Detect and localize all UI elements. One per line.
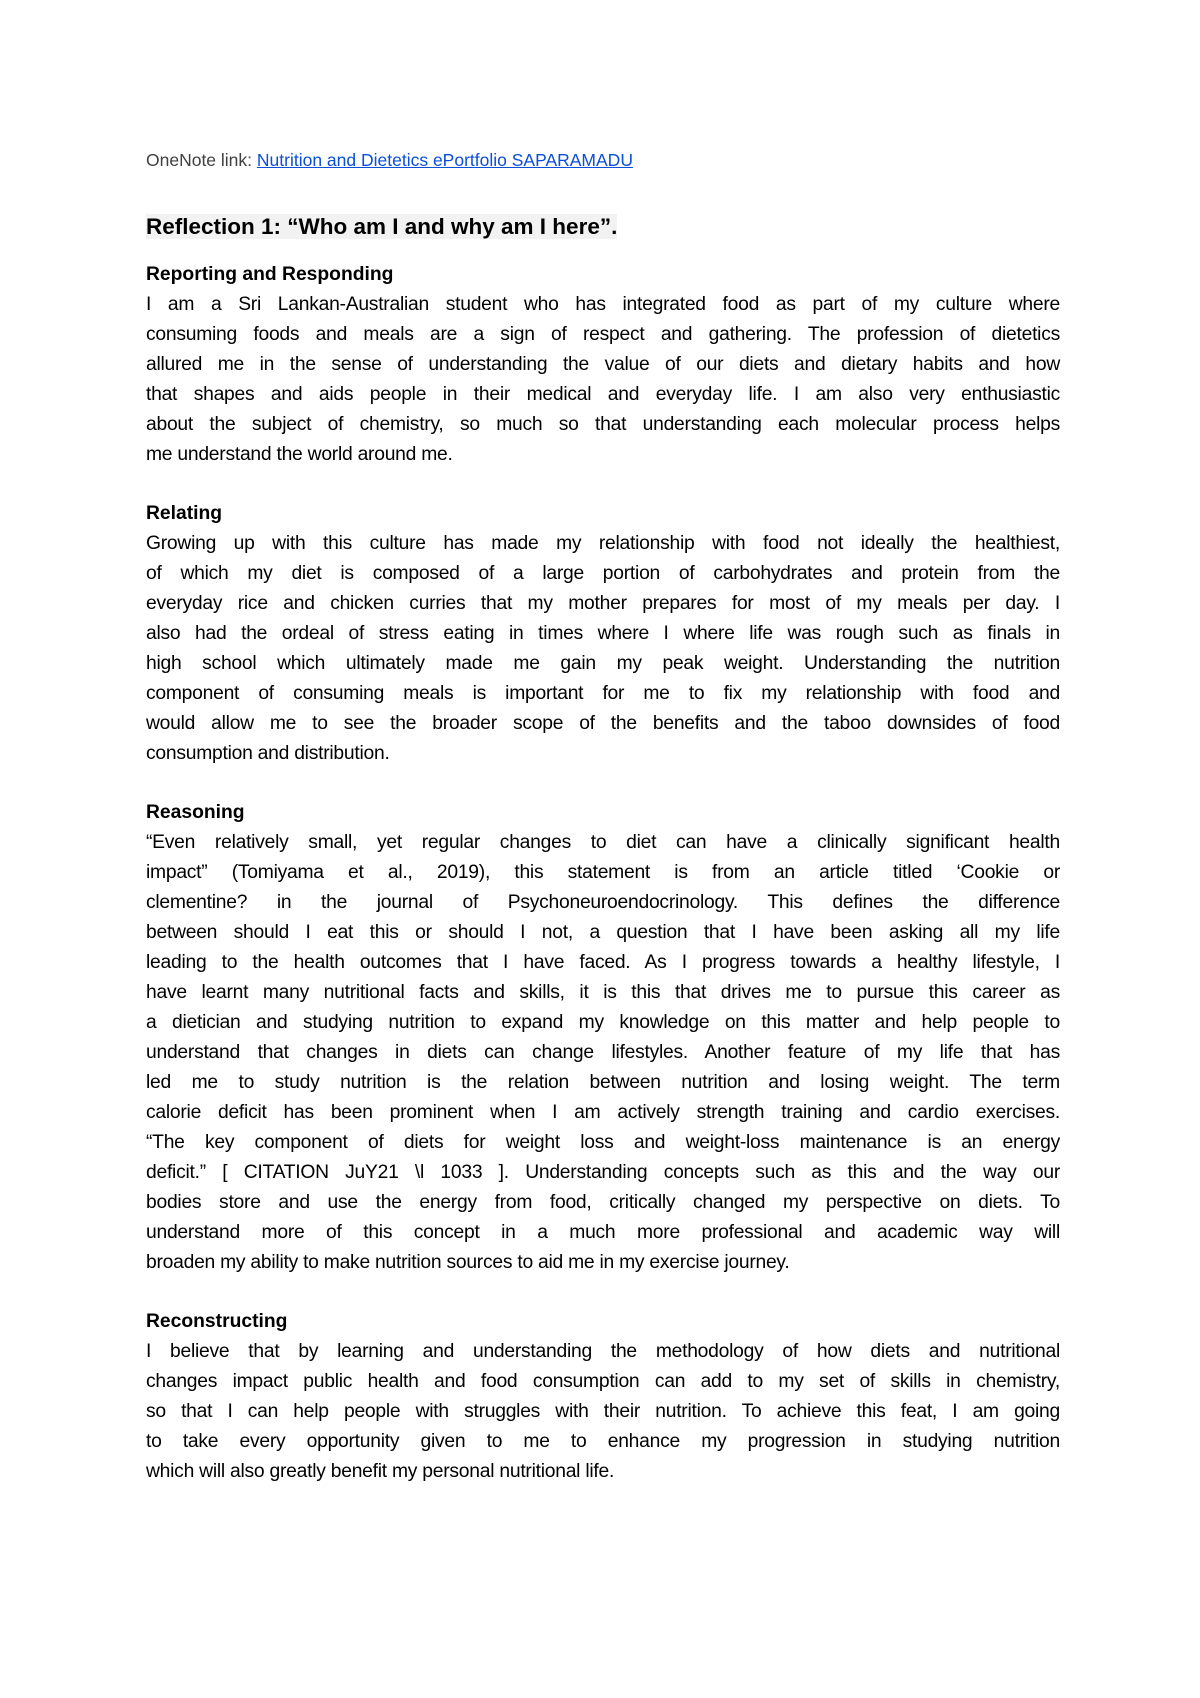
document-body bbox=[146, 146, 1060, 1487]
section-heading: Reasoning bbox=[146, 802, 245, 823]
paragraph-line: understand that changes in diets can change lifestyles. Another feature of my life that has bbox=[146, 1042, 1060, 1063]
page-title-text: Reflection 1: “Who am I and why am I here”. bbox=[146, 214, 618, 239]
section-relating bbox=[146, 499, 1060, 769]
paragraph-line: allured me in the sense of understanding the value of our diets and dietary habits and how bbox=[146, 354, 1060, 375]
paragraph-line: calorie deficit has been prominent when I am actively strength training and cardio exercises. bbox=[146, 1102, 1060, 1123]
section-heading: Reporting and Responding bbox=[146, 264, 394, 285]
paragraph-line: “The key component of diets for weight loss and weight-loss maintenance is an energy bbox=[146, 1132, 1060, 1153]
paragraph-line: would allow me to see the broader scope of the benefits and the taboo downsides of food bbox=[146, 713, 1060, 734]
paragraph-line: so that I can help people with struggles with their nutrition. To achieve this feat, I am going bbox=[146, 1401, 1060, 1422]
paragraph-line: impact” (Tomiyama et al., 2019), this statement is from an article titled ‘Cookie or bbox=[146, 862, 1060, 883]
paragraph-line: changes impact public health and food consumption can add to my set of skills in chemistry, bbox=[146, 1371, 1060, 1392]
paragraph-line: “Even relatively small, yet regular changes to diet can have a clinically significant health bbox=[146, 832, 1060, 853]
paragraph-line: everyday rice and chicken curries that my mother prepares for most of my meals per day. I bbox=[146, 593, 1060, 614]
paragraph-line: consuming foods and meals are a sign of respect and gathering. The profession of dietetics bbox=[146, 324, 1060, 345]
paragraph-line: deficit.” [ CITATION JuY21 \l 1033 ]. Understanding concepts such as this and the way our bbox=[146, 1162, 1060, 1183]
section-paragraph bbox=[146, 1337, 1060, 1487]
section-paragraph bbox=[146, 529, 1060, 769]
section-reconstructing bbox=[146, 1307, 1060, 1487]
paragraph-line: me understand the world around me. bbox=[146, 444, 453, 465]
paragraph-line: Growing up with this culture has made my relationship with food not ideally the healthiest, bbox=[146, 533, 1060, 554]
paragraph-line: broaden my ability to make nutrition sources to aid me in my exercise journey. bbox=[146, 1252, 790, 1273]
paragraph-line: clementine? in the journal of Psychoneuroendocrinology. This defines the difference bbox=[146, 892, 1060, 913]
page-title bbox=[146, 212, 1060, 242]
onenote-link[interactable]: Nutrition and Dietetics ePortfolio SAPARAMADU bbox=[256, 150, 633, 170]
section-paragraph bbox=[146, 828, 1060, 1278]
paragraph-line: leading to the health outcomes that I have faced. As I progress towards a healthy lifestyle, I bbox=[146, 952, 1060, 973]
paragraph-line: high school which ultimately made me gain my peak weight. Understanding the nutrition bbox=[146, 653, 1060, 674]
section-paragraph bbox=[146, 290, 1060, 470]
onenote-link-prefix: OneNote link: bbox=[146, 150, 257, 170]
paragraph-line: between should I eat this or should I not, a question that I have been asking all my life bbox=[146, 922, 1060, 943]
paragraph-line: of which my diet is composed of a large portion of carbohydrates and protein from the bbox=[146, 563, 1060, 584]
section-heading: Relating bbox=[146, 503, 223, 524]
paragraph-line: about the subject of chemistry, so much so that understanding each molecular process helps bbox=[146, 414, 1060, 435]
section-reporting-responding bbox=[146, 260, 1060, 470]
paragraph-line: bodies store and use the energy from food, critically changed my perspective on diets. To bbox=[146, 1192, 1060, 1213]
paragraph-line: led me to study nutrition is the relation between nutrition and losing weight. The term bbox=[146, 1072, 1060, 1093]
paragraph-line: also had the ordeal of stress eating in times where I where life was rough such as finals in bbox=[146, 623, 1060, 644]
paragraph-line: which will also greatly benefit my personal nutritional life. bbox=[146, 1461, 615, 1482]
paragraph-line: a dietician and studying nutrition to expand my knowledge on this matter and help people to bbox=[146, 1012, 1060, 1033]
paragraph-line: to take every opportunity given to me to enhance my progression in studying nutrition bbox=[146, 1431, 1060, 1452]
section-reasoning bbox=[146, 798, 1060, 1278]
paragraph-line: that shapes and aids people in their medical and everyday life. I am also very enthusiastic bbox=[146, 384, 1060, 405]
onenote-link-line bbox=[146, 146, 1060, 174]
paragraph-line: I am a Sri Lankan-Australian student who has integrated food as part of my culture where bbox=[146, 294, 1060, 315]
paragraph-line: have learnt many nutritional facts and skills, it is this that drives me to pursue this career as bbox=[146, 982, 1060, 1003]
paragraph-line: understand more of this concept in a much more professional and academic way will bbox=[146, 1222, 1060, 1243]
paragraph-line: consumption and distribution. bbox=[146, 743, 390, 764]
paragraph-line: component of consuming meals is important for me to fix my relationship with food and bbox=[146, 683, 1060, 704]
paragraph-line: I believe that by learning and understanding the methodology of how diets and nutritional bbox=[146, 1341, 1060, 1362]
section-heading: Reconstructing bbox=[146, 1311, 288, 1332]
